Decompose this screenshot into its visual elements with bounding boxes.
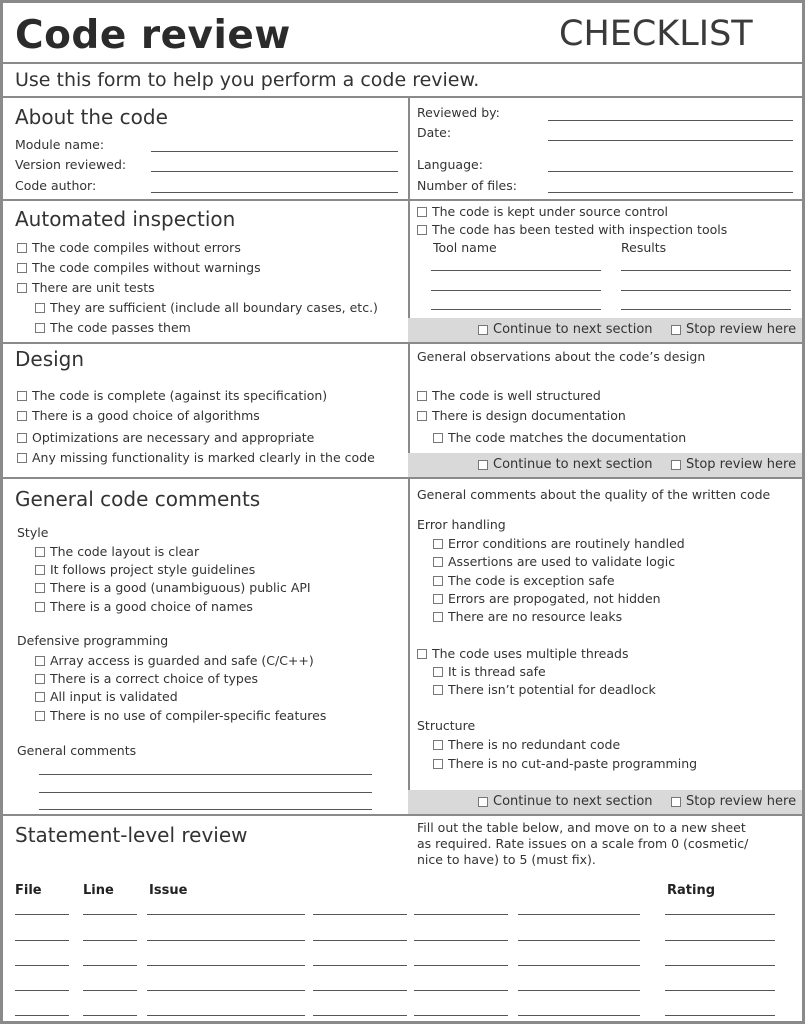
table-cell-line[interactable] xyxy=(83,965,137,966)
statement-instructions-3: nice to have) to 5 (must fix). xyxy=(417,852,596,867)
quality-comments-label: General comments about the quality of the written code xyxy=(417,487,771,502)
column-rating: Rating xyxy=(667,883,716,898)
table-cell-line[interactable] xyxy=(15,1015,69,1016)
table-cell-line[interactable] xyxy=(147,1015,305,1016)
results-field[interactable] xyxy=(621,309,791,310)
tool-name-field[interactable] xyxy=(431,270,601,271)
checkbox-icon xyxy=(35,583,45,593)
divider xyxy=(3,62,805,64)
checkbox-icon xyxy=(35,565,45,575)
table-cell-line[interactable] xyxy=(414,990,508,991)
checkbox-icon xyxy=(17,391,27,401)
checkbox-icon xyxy=(433,594,443,604)
checkbox-icon xyxy=(478,460,488,470)
general-comments-label: General comments xyxy=(17,743,137,758)
files-label: Number of files: xyxy=(417,178,517,193)
table-cell-line[interactable] xyxy=(665,990,775,991)
checkbox-icon xyxy=(433,667,443,677)
date-field[interactable] xyxy=(548,140,793,141)
check-public-api[interactable]: There is a good (unambiguous) public API xyxy=(35,580,311,595)
table-cell-line[interactable] xyxy=(518,965,640,966)
check-no-deadlock[interactable]: There isn’t potential for deadlock xyxy=(433,682,656,697)
table-cell-line[interactable] xyxy=(83,1015,137,1016)
check-layout-clear[interactable]: The code layout is clear xyxy=(35,544,199,559)
continue-button[interactable]: Continue to next section xyxy=(478,794,653,809)
table-cell-line[interactable] xyxy=(665,940,775,941)
divider xyxy=(3,814,805,816)
checkbox-icon xyxy=(433,759,443,769)
table-cell-line[interactable] xyxy=(518,914,640,915)
table-cell-line[interactable] xyxy=(147,990,305,991)
table-cell-line[interactable] xyxy=(15,940,69,941)
statement-heading: Statement-level review xyxy=(15,823,248,847)
column-issue: Issue xyxy=(149,883,188,898)
check-algorithms[interactable]: There is a good choice of algorithms xyxy=(17,408,260,423)
check-exception-safe[interactable]: The code is exception safe xyxy=(433,573,615,588)
continue-button[interactable]: Continue to next section xyxy=(478,457,653,472)
files-field[interactable] xyxy=(548,192,793,193)
check-assertions[interactable]: Assertions are used to validate logic xyxy=(433,554,675,569)
general-heading: General code comments xyxy=(15,487,261,511)
tool-name-field[interactable] xyxy=(431,290,601,291)
checkbox-icon xyxy=(671,797,681,807)
checkbox-icon xyxy=(35,303,45,313)
checkbox-icon xyxy=(433,539,443,549)
comments-field[interactable] xyxy=(39,774,372,775)
error-handling-label: Error handling xyxy=(417,517,506,532)
table-cell-line[interactable] xyxy=(665,914,775,915)
checkbox-icon xyxy=(671,460,681,470)
module-name-field[interactable] xyxy=(151,151,398,152)
table-cell-line[interactable] xyxy=(15,990,69,991)
check-input-validated[interactable]: All input is validated xyxy=(35,689,178,704)
check-source-control[interactable]: The code is kept under source control xyxy=(417,204,668,219)
check-inspection-tools[interactable]: The code has been tested with inspection tools xyxy=(417,222,727,237)
table-cell-line[interactable] xyxy=(414,965,508,966)
table-cell-line[interactable] xyxy=(414,1015,508,1016)
check-optimizations[interactable]: Optimizations are necessary and appropriate xyxy=(17,430,314,445)
checkbox-icon xyxy=(35,674,45,684)
table-cell-line[interactable] xyxy=(414,914,508,915)
design-observations-label: General observations about the code’s design xyxy=(417,349,706,364)
divider xyxy=(3,342,805,344)
check-matches-docs[interactable]: The code matches the documentation xyxy=(433,430,686,445)
checkbox-icon xyxy=(433,576,443,586)
check-code-complete[interactable]: The code is complete (against its specification) xyxy=(17,388,327,403)
table-cell-line[interactable] xyxy=(147,965,305,966)
table-cell-line[interactable] xyxy=(665,1015,775,1016)
tool-name-header: Tool name xyxy=(433,240,497,255)
column-file: File xyxy=(15,883,42,898)
table-cell-line[interactable] xyxy=(414,940,508,941)
statement-instructions-2: as required. Rate issues on a scale from 0 (cosmetic/ xyxy=(417,836,749,851)
design-heading: Design xyxy=(15,347,85,371)
table-cell-line[interactable] xyxy=(313,965,407,966)
checkbox-icon xyxy=(35,692,45,702)
check-well-structured[interactable]: The code is well structured xyxy=(417,388,601,403)
checkbox-icon xyxy=(35,323,45,333)
checkbox-icon xyxy=(35,656,45,666)
table-cell-line[interactable] xyxy=(665,965,775,966)
table-cell-line[interactable] xyxy=(313,990,407,991)
check-tests-pass[interactable]: The code passes them xyxy=(35,320,191,335)
checkbox-icon xyxy=(17,411,27,421)
author-field[interactable] xyxy=(151,192,398,193)
checkbox-icon xyxy=(17,453,27,463)
checkbox-icon xyxy=(35,711,45,721)
table-cell-line[interactable] xyxy=(518,990,640,991)
stop-review-button[interactable]: Stop review here xyxy=(671,457,796,472)
stop-review-button[interactable]: Stop review here xyxy=(671,322,796,337)
results-field[interactable] xyxy=(621,270,791,271)
stop-review-button[interactable]: Stop review here xyxy=(671,794,796,809)
column-divider xyxy=(408,96,410,199)
check-thread-safe[interactable]: It is thread safe xyxy=(433,664,546,679)
checkbox-icon xyxy=(417,391,427,401)
author-label: Code author: xyxy=(15,178,97,193)
table-cell-line[interactable] xyxy=(15,914,69,915)
check-design-docs[interactable]: There is design documentation xyxy=(417,408,626,423)
checkbox-icon xyxy=(433,433,443,443)
comments-field[interactable] xyxy=(39,792,372,793)
check-no-resource-leaks[interactable]: There are no resource leaks xyxy=(433,609,622,624)
checkbox-icon xyxy=(478,797,488,807)
checkbox-icon xyxy=(433,612,443,622)
language-label: Language: xyxy=(417,157,483,172)
divider xyxy=(3,96,805,98)
table-cell-line[interactable] xyxy=(83,914,137,915)
checkbox-icon xyxy=(417,225,427,235)
tool-name-field[interactable] xyxy=(431,309,601,310)
language-field[interactable] xyxy=(548,171,793,172)
table-cell-line[interactable] xyxy=(83,990,137,991)
page-title: Code review xyxy=(15,13,291,58)
statement-instructions-1: Fill out the table below, and move on to a new sheet xyxy=(417,820,746,835)
checkbox-icon xyxy=(433,685,443,695)
version-label: Version reviewed: xyxy=(15,157,127,172)
table-cell-line[interactable] xyxy=(518,940,640,941)
checkbox-icon xyxy=(417,207,427,217)
divider xyxy=(3,477,805,479)
table-cell-line[interactable] xyxy=(313,940,407,941)
checkbox-icon xyxy=(17,283,27,293)
column-line: Line xyxy=(83,883,114,898)
version-field[interactable] xyxy=(151,171,398,172)
checkbox-icon xyxy=(671,325,681,335)
column-divider xyxy=(408,477,410,814)
checkbox-icon xyxy=(17,263,27,273)
checkbox-icon xyxy=(417,411,427,421)
table-cell-line[interactable] xyxy=(313,1015,407,1016)
check-compiles-no-warnings[interactable]: The code compiles without warnings xyxy=(17,260,261,275)
reviewed-by-field[interactable] xyxy=(548,120,793,121)
check-compiles-no-errors[interactable]: The code compiles without errors xyxy=(17,240,241,255)
check-unit-tests[interactable]: There are unit tests xyxy=(17,280,155,295)
checkbox-icon xyxy=(433,557,443,567)
check-no-compiler-specific[interactable]: There is no use of compiler-specific features xyxy=(35,708,326,723)
module-name-label: Module name: xyxy=(15,137,105,152)
checkbox-icon xyxy=(35,547,45,557)
check-errors-propagated[interactable]: Errors are propogated, not hidden xyxy=(433,591,661,606)
intro-text: Use this form to help you perform a code review. xyxy=(15,69,480,91)
comments-field[interactable] xyxy=(39,809,372,810)
divider xyxy=(3,199,805,201)
check-style-guidelines[interactable]: It follows project style guidelines xyxy=(35,562,255,577)
check-missing-functionality[interactable]: Any missing functionality is marked clearly in the code xyxy=(17,450,375,465)
date-label: Date: xyxy=(417,125,452,140)
check-choice-of-types[interactable]: There is a correct choice of types xyxy=(35,671,258,686)
table-cell-line[interactable] xyxy=(147,914,305,915)
page-subtitle: CHECKLIST xyxy=(559,14,753,54)
automated-heading: Automated inspection xyxy=(15,207,236,231)
table-cell-line[interactable] xyxy=(518,1015,640,1016)
checkbox-icon xyxy=(35,602,45,612)
checkbox-icon xyxy=(17,433,27,443)
check-no-cut-paste[interactable]: There is no cut-and-paste programming xyxy=(433,756,697,771)
check-choice-of-names[interactable]: There is a good choice of names xyxy=(35,599,253,614)
check-array-access[interactable]: Array access is guarded and safe (C/C++) xyxy=(35,653,314,668)
check-tests-sufficient[interactable]: They are sufficient (include all boundary cases, etc.) xyxy=(35,300,378,315)
structure-label: Structure xyxy=(417,718,476,733)
checkbox-icon xyxy=(417,649,427,659)
reviewed-by-label: Reviewed by: xyxy=(417,105,500,120)
results-header: Results xyxy=(621,240,667,255)
check-errors-handled[interactable]: Error conditions are routinely handled xyxy=(433,536,685,551)
table-cell-line[interactable] xyxy=(147,940,305,941)
check-no-redundant-code[interactable]: There is no redundant code xyxy=(433,737,620,752)
table-cell-line[interactable] xyxy=(83,940,137,941)
checkbox-icon xyxy=(433,740,443,750)
style-label: Style xyxy=(17,525,49,540)
checkbox-icon xyxy=(478,325,488,335)
continue-button[interactable]: Continue to next section xyxy=(478,322,653,337)
check-multiple-threads[interactable]: The code uses multiple threads xyxy=(417,646,628,661)
results-field[interactable] xyxy=(621,290,791,291)
table-cell-line[interactable] xyxy=(313,914,407,915)
checkbox-icon xyxy=(17,243,27,253)
table-cell-line[interactable] xyxy=(15,965,69,966)
about-heading: About the code xyxy=(15,105,168,129)
defensive-label: Defensive programming xyxy=(17,633,169,648)
